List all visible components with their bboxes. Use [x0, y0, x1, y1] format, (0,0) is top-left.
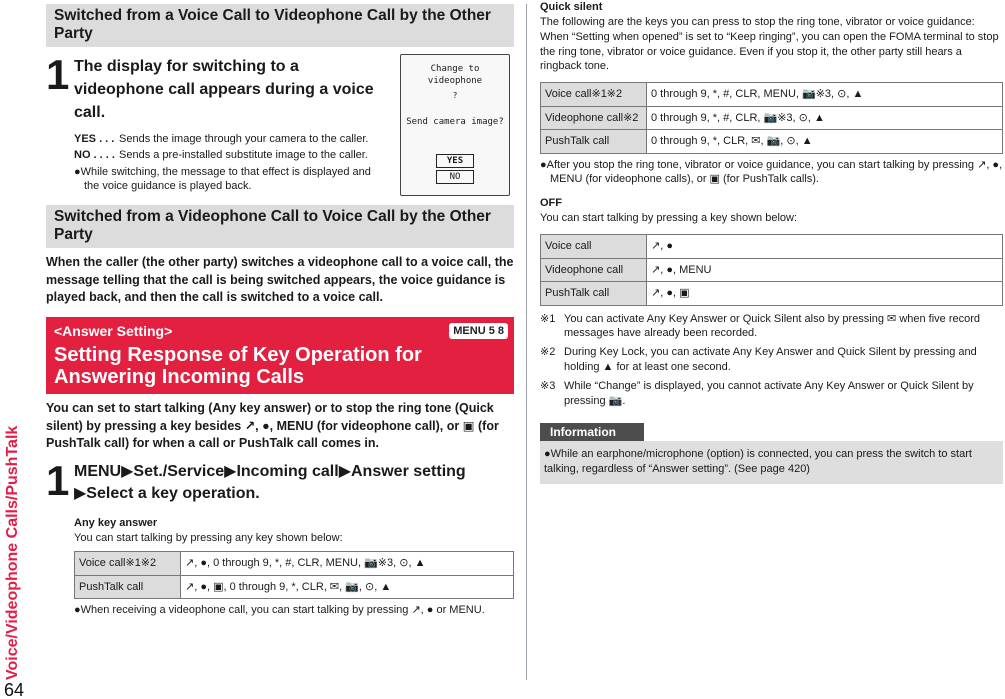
row-keys: 0 through 9, *, #, CLR, MENU, 📷※3, ⊙, ▲ [647, 83, 1003, 107]
bullet-note: ●While switching, the message to that effect is displayed and the voice guidance is played back. [74, 165, 371, 193]
shortcut-keys: MENU 5 8 [449, 323, 508, 340]
table-row [75, 552, 514, 576]
row-label: Voice call※1※2 [75, 552, 181, 576]
yes-button: YES [436, 154, 474, 168]
section-heading-voice-to-video: Switched from a Voice Call to Videophone Call by the Other Party [46, 4, 514, 47]
table-row [541, 83, 1003, 107]
column-divider [526, 4, 527, 680]
no-button: NO [436, 170, 474, 184]
table-row [541, 282, 1003, 306]
any-key-table [74, 551, 514, 599]
row-keys: ↗, ● [647, 235, 1003, 259]
footnotes [540, 312, 1003, 409]
step-title: The display for switching to a videophone call appears during a voice call. [74, 57, 374, 121]
def-desc: Sends a pre-installed substitute image to the caller. [119, 149, 368, 162]
def-yes [74, 132, 386, 146]
any-key-text: You can start talking by pressing any key shown below: [74, 531, 343, 544]
sidebar [0, 0, 28, 699]
section-tab-label: Voice/Videophone Calls/PushTalk [4, 425, 21, 680]
footnote-3 [540, 379, 1003, 409]
information-tab: Information [540, 423, 644, 441]
section2-paragraph: When the caller (the other party) switches a videophone call to a voice call, the message telling that the call is being switched appears, the voice guidance is played back, and then the call is switched to a voice call. [46, 255, 514, 304]
step-1-switch [46, 50, 386, 194]
answer-setting-banner [46, 317, 514, 395]
note-text: While “Change” is displayed, you cannot activate Any Key Answer or Quick Silent by pressing 📷. [564, 379, 974, 407]
quick-silent-text-2: When “Setting when opened” is set to “Keep ringing”, you can open the FOMA terminal to stop the ring tone, vibrator or voice guidance. Even if you stop it, the other party still hears a ringback tone. [540, 30, 999, 73]
answer-setting-intro: You can set to start talking (Any key answer) or to stop the ring tone (Quick silent) by pressing a key besides ↗, ●, MENU (for videophone call), or ▣ (for PushTalk call) for when a call or PushTalk call comes in. [46, 401, 499, 451]
phone-question: Send camera image? [406, 117, 504, 128]
right-column [540, 0, 1003, 484]
note-mark: ※2 [540, 346, 556, 359]
row-label: Voice call※1※2 [541, 83, 647, 107]
row-keys: 0 through 9, *, #, CLR, 📷※3, ⊙, ▲ [647, 106, 1003, 130]
row-keys: ↗, ●, MENU [647, 258, 1003, 282]
step-1-answer-setting [46, 456, 514, 618]
row-keys: ↗, ●, 0 through 9, *, #, CLR, MENU, 📷※3, ⊙, ▲ [181, 552, 514, 576]
row-label: Voice call [541, 235, 647, 259]
row-keys: ↗, ●, ▣, 0 through 9, *, CLR, ✉, 📷, ⊙, ▲ [181, 575, 514, 599]
step-number: 1 [46, 50, 70, 98]
row-keys: 0 through 9, *, CLR, ✉, 📷, ⊙, ▲ [647, 130, 1003, 154]
row-label: PushTalk call [75, 575, 181, 599]
phone-screen-illustration [400, 54, 510, 196]
def-term: NO . . . . [74, 149, 115, 162]
row-label: Videophone call※2 [541, 106, 647, 130]
off-table [540, 234, 1003, 306]
off-heading: OFF [540, 197, 562, 210]
banner-subtitle: <Answer Setting> [54, 322, 173, 339]
menu-path: MENU▶Set./Service▶Incoming call▶Answer setting ▶Select a key operation. [74, 462, 466, 503]
information-body: ●While an earphone/microphone (option) is connected, you can press the switch to start talking, regardless of “Answer setting”. (See page 420) [540, 441, 1003, 484]
step-number: 1 [46, 456, 70, 504]
footnote-1 [540, 312, 1003, 342]
note-mark: ※3 [540, 379, 556, 392]
quick-silent-table [540, 82, 1003, 154]
row-label: Videophone call [541, 258, 647, 282]
row-label: PushTalk call [541, 130, 647, 154]
def-desc: Sends the image through your camera to the caller. [119, 133, 369, 146]
def-no [74, 148, 386, 162]
note-text: You can activate Any Key Answer or Quick Silent also by pressing ✉ when five record messages have already been recorded. [564, 312, 981, 340]
videophone-bullet: ●When receiving a videophone call, you can start talking by pressing ↗, ● or MENU. [74, 604, 485, 617]
phone-title: Change to videophone [427, 64, 483, 87]
quick-silent-text: The following are the keys you can press to stop the ring tone, vibrator or voice guidance: [540, 15, 975, 28]
table-row [541, 235, 1003, 259]
question-icon: ? [452, 91, 458, 101]
table-row [541, 258, 1003, 282]
footnote-2 [540, 345, 1003, 375]
note-text: During Key Lock, you can activate Any Key Answer and Quick Silent by pressing and holding ▲ for at least one second. [564, 346, 977, 374]
quick-silent-bullet: ●After you stop the ring tone, vibrator or voice guidance, you can start talking by pressing ↗, ●, MENU (for videophone calls), or ▣ (for PushTalk calls). [540, 158, 1003, 186]
page-number: 64 [4, 680, 25, 699]
note-mark: ※1 [540, 312, 556, 325]
definition-list [74, 132, 386, 163]
table-row [541, 130, 1003, 154]
section1-body [46, 50, 386, 194]
quick-silent-heading: Quick silent [540, 1, 603, 13]
off-text: You can start talking by pressing a key shown below: [540, 212, 798, 225]
any-key-heading: Any key answer [74, 516, 158, 529]
row-label: PushTalk call [541, 282, 647, 306]
section-heading-video-to-voice: Switched from a Videophone Call to Voice Call by the Other Party [46, 205, 514, 248]
banner-title: Setting Response of Key Operation for Answering Incoming Calls [54, 344, 422, 389]
table-row [75, 575, 514, 599]
table-row [541, 106, 1003, 130]
def-term: YES . . . [74, 133, 115, 146]
row-keys: ↗, ●, ▣ [647, 282, 1003, 306]
